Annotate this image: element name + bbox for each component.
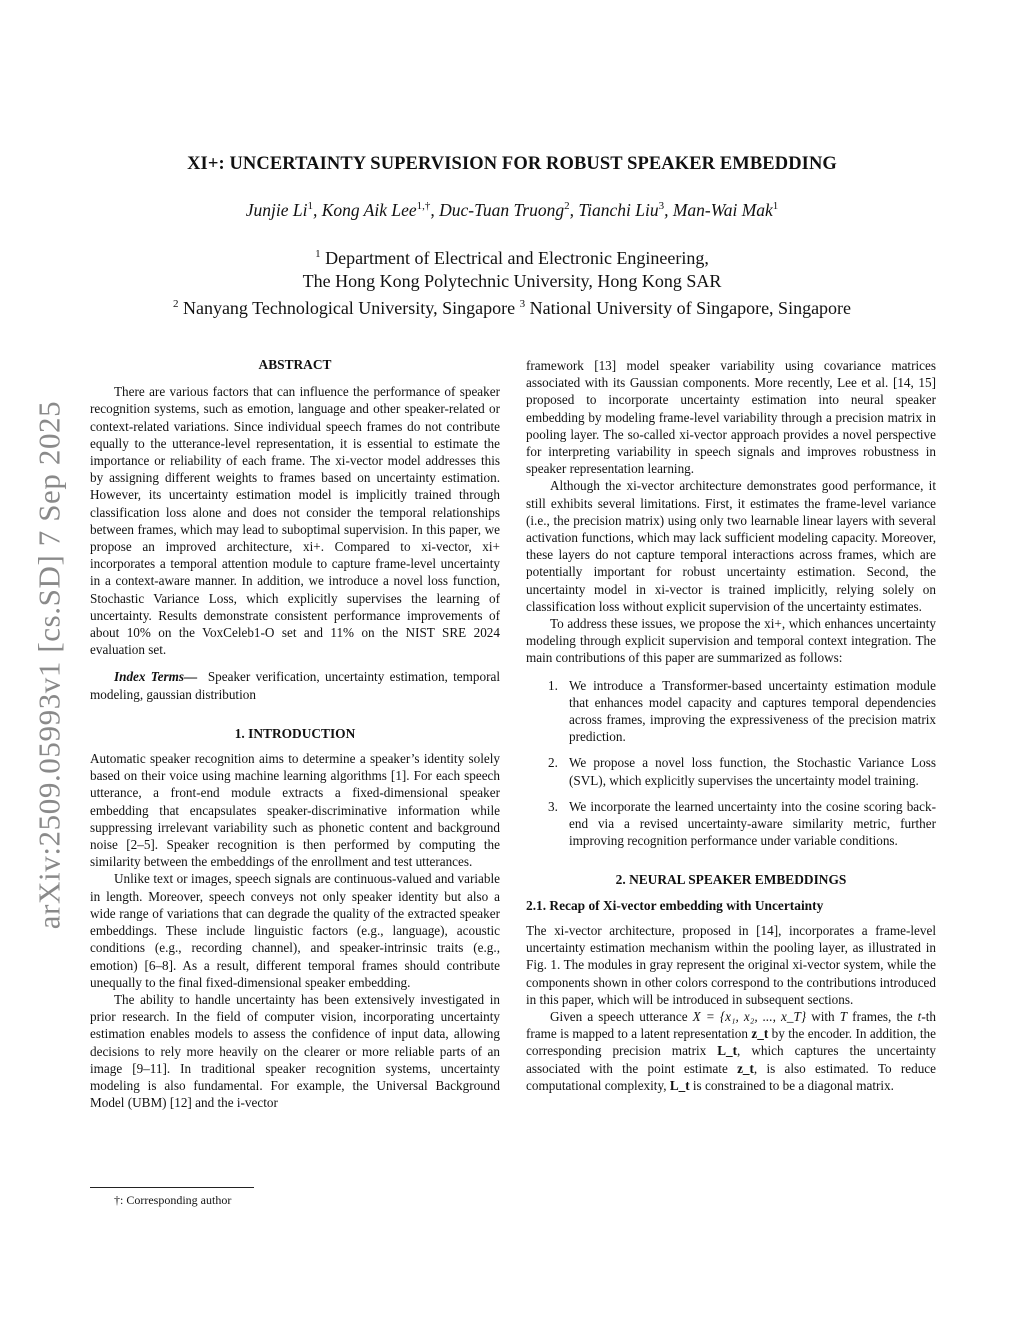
author-name: Man-Wai Mak	[672, 200, 773, 220]
arxiv-identifier-text: arXiv:2509.05993v1 [cs.SD] 7 Sep 2025	[31, 400, 66, 930]
intro-paragraph: The ability to handle uncertainty has been extensively investigated in prior research. In the field of computer vision, incorporating uncertainty estimation enables models to assess the confidence of input data, allowing decisions to rely more heavily on the clearer or more reliable parts of an image [9–11]. In traditional speaker recognition systems, uncertainty modeling is also fundamental. For example, the Universal Background Model (UBM) [12] and the i-vector	[90, 991, 500, 1111]
affiliations	[100, 243, 924, 320]
arxiv-identifier	[26, 380, 72, 950]
index-terms-label: Index Terms—	[114, 669, 198, 685]
intro-paragraph: framework [13] model speaker variability using covariance matrices associated with its Gaussian components. More recently, Lee et al. [14, 15] proposed to incorporate uncertainty estimation into neural speaker embedding by modeling frame-level variability through a precision matrix in pooling layer. The so-called xi-vector approach provides a novel perspective for interpreting variability in speech signals and improves robustness in speaker representation learning.	[526, 358, 936, 477]
author-name: Junjie Li	[245, 200, 308, 220]
affiliation-1: $^1$ Department of Electrical and Electronic Engineering,	[315, 248, 709, 268]
affiliation-1-cont: The Hong Kong Polytechnic University, Hong Kong SAR	[302, 271, 722, 291]
left-column	[90, 356, 500, 1111]
author-affil-mark: 2	[564, 200, 570, 213]
math-inline: z_t	[737, 1060, 754, 1076]
math-inline: X = {x₁, x₂, ..., x_T}	[692, 1008, 807, 1024]
math-inline: t	[917, 1008, 922, 1024]
author-list: Junjie Li$^1$, Kong Aik Lee$^{1,\dagger}$, Duc-Tuan Truong$^2$, Tianchi Liu$^3$, Man-Wai Mak$^1$	[245, 200, 779, 220]
section-2-paragraph: The xi-vector architecture, proposed in [14], incorporates a frame-level uncertainty estimation mechanism within the pooling layer, as illustrated in Fig. 1. The modules in gray represent the original xi-vector system, while the components shown in other colors correspond to the contributions introduced in this paper, which will be introduced in subsequent sections.	[526, 922, 936, 1007]
author-name: Tianchi Liu	[578, 200, 659, 220]
math-inline: z_t	[751, 1026, 769, 1042]
affiliation-2-3: $^2$ Nanyang Technological University, Singapore $^3$ National University of Singapore, Singapore	[172, 298, 852, 318]
author-affil-mark: 1	[772, 200, 779, 213]
list-item: 2. We propose a novel loss function, the Stochastic Variance Loss (SVL), which explicitly supervises the uncertainty model training.	[548, 755, 936, 788]
author-affil-mark: 1,†	[416, 200, 431, 213]
author-name: Kong Aik Lee	[321, 200, 417, 220]
abstract-heading: ABSTRACT	[258, 357, 332, 372]
footnote-divider	[90, 1187, 254, 1188]
author-affil-mark: 3	[658, 200, 665, 213]
section-2-heading: 2. NEURAL SPEAKER EMBEDDINGS	[615, 872, 847, 888]
section-2-paragraph: Given a speech utterance X = {x₁, x₂, ..., x_T} with T frames, the t-th frame is mapped to a latent representation z_t by the encoder. In addition, the corresponding precision matrix L_t, which captures the uncertainty associated with the point estimate z_t, is also estimated. To reduce computational complexity, L_t is constrained to be a diagonal matrix.	[526, 1008, 936, 1093]
contribution-list	[526, 677, 936, 850]
math-inline: L_t	[717, 1043, 738, 1059]
paper-title: XI+: UNCERTAINTY SUPERVISION FOR ROBUST SPEAKER EMBEDDING	[187, 154, 837, 174]
math-inline: T	[839, 1008, 848, 1024]
list-item: 1. We introduce a Transformer-based uncertainty estimation module that enhances model capacity and captures temporal dependencies across frames, improving the expressiveness of the precision matrix prediction.	[548, 677, 936, 745]
section-1-heading: 1. INTRODUCTION	[234, 725, 356, 741]
index-terms-text: Speaker verification, uncertainty estimation, temporal modeling, gaussian distribution	[90, 669, 500, 702]
index-terms	[90, 668, 500, 702]
right-column	[526, 357, 936, 1094]
intro-paragraph: Although the xi-vector architecture demonstrates good performance, it still exhibits several limitations. First, it estimates the frame-level variance (i.e., the precision matrix) using only two learnable linear layers with several activation functions, which may lack sufficient modeling capacity. Moreover, these layers do not capture temporal interactions across frames, which are potentially important for robust uncertainty estimation. Second, the uncertainty model in xi-vector is trained implicitly, relying solely on classification loss without explicit supervision of the uncertainty estimates.	[526, 478, 936, 614]
list-item: 3. We incorporate the learned uncertainty into the cosine scoring back-end via a revised uncertainty-aware similarity metric, further improving recognition performance under variable conditions.	[548, 798, 936, 849]
author-name: Duc-Tuan Truong	[439, 200, 565, 220]
intro-paragraph: Unlike text or images, speech signals are continuous-valued and variable in length. Moreover, speech conveys not only speaker identity but also a wide range of variations that can degrade the quality of the extracted speaker embeddings. These include linguistic factors (e.g., language), acoustic conditions (e.g., recording channel), and speaker-intrinsic traits (e.g., emotion) [6–8]. As a result, different temporal frames should contribute unequally to the final fixed-dimensional speaker embedding.	[90, 871, 500, 990]
intro-paragraph: Automatic speaker recognition aims to determine a speaker’s identity solely based on their voice using machine learning algorithms [1]. For each speech utterance, a front-end module extracts a fixed-dimensional speaker embedding that encapsulates speaker-discriminative information while suppressing irrelevant variability such as phonetic content and background noise [2–5]. Speaker recognition is then performed by computing the similarity between the embeddings of the enrollment and test utterances.	[90, 751, 500, 870]
subsection-2-1-heading: 2.1. Recap of Xi-vector embedding with Uncertainty	[526, 897, 824, 913]
math-inline: L_t	[669, 1077, 690, 1093]
footnote: †: Corresponding author	[114, 1193, 232, 1207]
abstract-body: There are various factors that can influence the performance of speaker recognition systems, such as emotion, language and other speaker-related or context-related variations. Since individual speech frames do not contribute equally to the utterance-level representation, it is essential to estimate the importance or reliability of each frame. The xi-vector model addresses this by assigning different weights to frames based on uncertainty estimation. However, its uncertainty estimation model is implicitly trained through classification loss alone and does not consider the temporal relationships between frames, which may lead to suboptimal supervision. In this paper, we propose an improved architecture, xi+. Compared to xi-vector, xi+ incorporates a temporal attention module to capture frame-level uncertainty in a context-aware manner. In addition, we introduce a novel loss function, Stochastic Variance Loss, which explicitly supervises the learning of uncertainty. Results demonstrate consistent performance improvements of about 10% on the VoxCeleb1-O set and 11% on the NIST SRE 2024 evaluation set.	[90, 384, 500, 658]
author-affil-mark: 1	[307, 200, 313, 213]
intro-paragraph: To address these issues, we propose the xi+, which enhances uncertainty modeling through explicit supervision and temporal context integration. The main contributions of this paper are summarized as follows:	[526, 616, 936, 666]
